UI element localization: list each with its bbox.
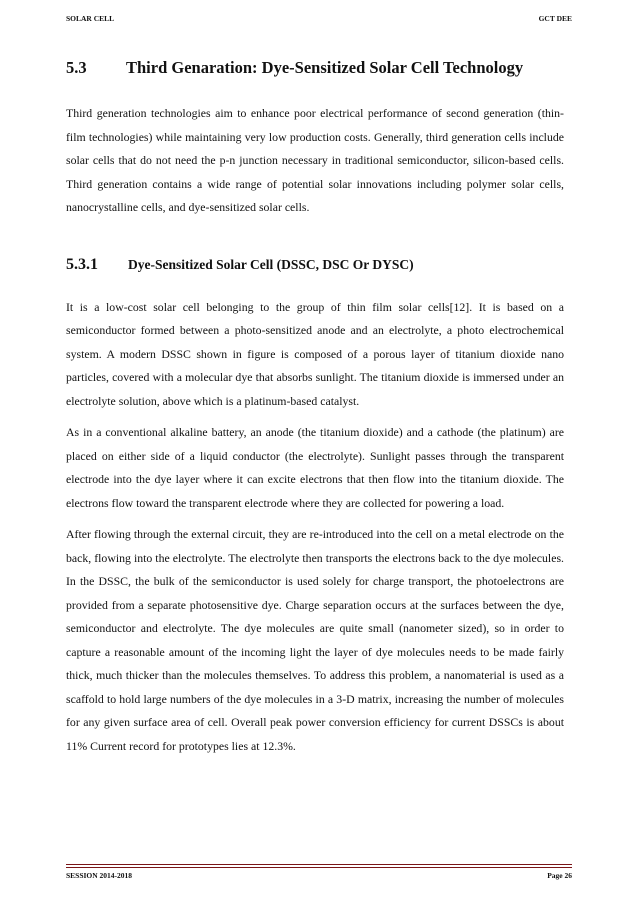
page-content: [66, 58, 564, 766]
section-heading: [66, 58, 564, 78]
section-paragraph: Third generation technologies aim to enhance poor electrical performance of second generation (thin-film technologies) while maintaining very low production costs. Generally, third generation cells include solar cells that do not need the p-n junction necessary in traditional semiconductor, silicon-based cells. Third generation contains a wide range of potential solar innovations including polymer solar cells, nanocrystalline cells, and dye-sensitized solar cells.: [66, 106, 564, 214]
section-number: 5.3: [66, 58, 87, 77]
header-right-text: GCT DEE: [538, 14, 572, 23]
section-title: Third Genaration: Dye-Sensitized Solar Cell Technology: [126, 58, 524, 77]
subsection-heading: [66, 256, 564, 274]
footer-session-text: SESSION 2014-2018: [66, 871, 133, 880]
subsection-number: 5.3.1: [66, 255, 98, 273]
footer-rule: [66, 864, 572, 868]
subsection-paragraph-1: It is a low-cost solar cell belonging to the group of thin film solar cells[12]. It is based on a semiconductor formed between a photo-sensitized anode and an electrolyte, a photo electrochemical system. A modern DSSC shown in figure is composed of a porous layer of titanium dioxide nano particles, covered with a molecular dye that absorbs sunlight. The titanium dioxide is immersed under an electrolyte solution, above which is a platinum-based catalyst.: [66, 299, 564, 408]
header-left-text: SOLAR CELL: [66, 14, 115, 23]
footer-page-number: Page 26: [547, 871, 572, 880]
subsection-paragraph-2: As in a conventional alkaline battery, an anode (the titanium dioxide) and a cathode (the platinum) are placed on either side of a liquid conductor (the electrolyte). Sunlight passes through the transparent electrode into the dye layer where it can excite electrons that then flow into the titanium dioxide. The electrons flow toward the transparent electrode where they are collected for powering a load.: [66, 425, 564, 510]
subsection-paragraph-3: After flowing through the external circuit, they are re-introduced into the cell on a metal electrode on the back, flowing into the electrolyte. The electrolyte then transports the electrons back to the dye molecules. In the DSSC, the bulk of the semiconductor is used solely for charge transport, the photoelectrons are provided from a separate photosensitive dye. Charge separation occurs at the surfaces between the dye, semiconductor and electrolyte. The dye molecules are quite small (nanometer sized), so in order to capture a reasonable amount of the incoming light the layer of dye molecules needs to be made fairly thick, much thicker than the molecules themselves. To address this problem, a nanomaterial is used as a scaffold to hold large numbers of the dye molecules in a 3-D matrix, increasing the number of molecules for any given surface area of cell. Overall peak power conversion efficiency for current DSSCs is about 11% Current record for prototypes lies at 12.3%.: [66, 527, 564, 753]
subsection-title: Dye-Sensitized Solar Cell (DSSC, DSC Or DYSC): [128, 256, 414, 272]
